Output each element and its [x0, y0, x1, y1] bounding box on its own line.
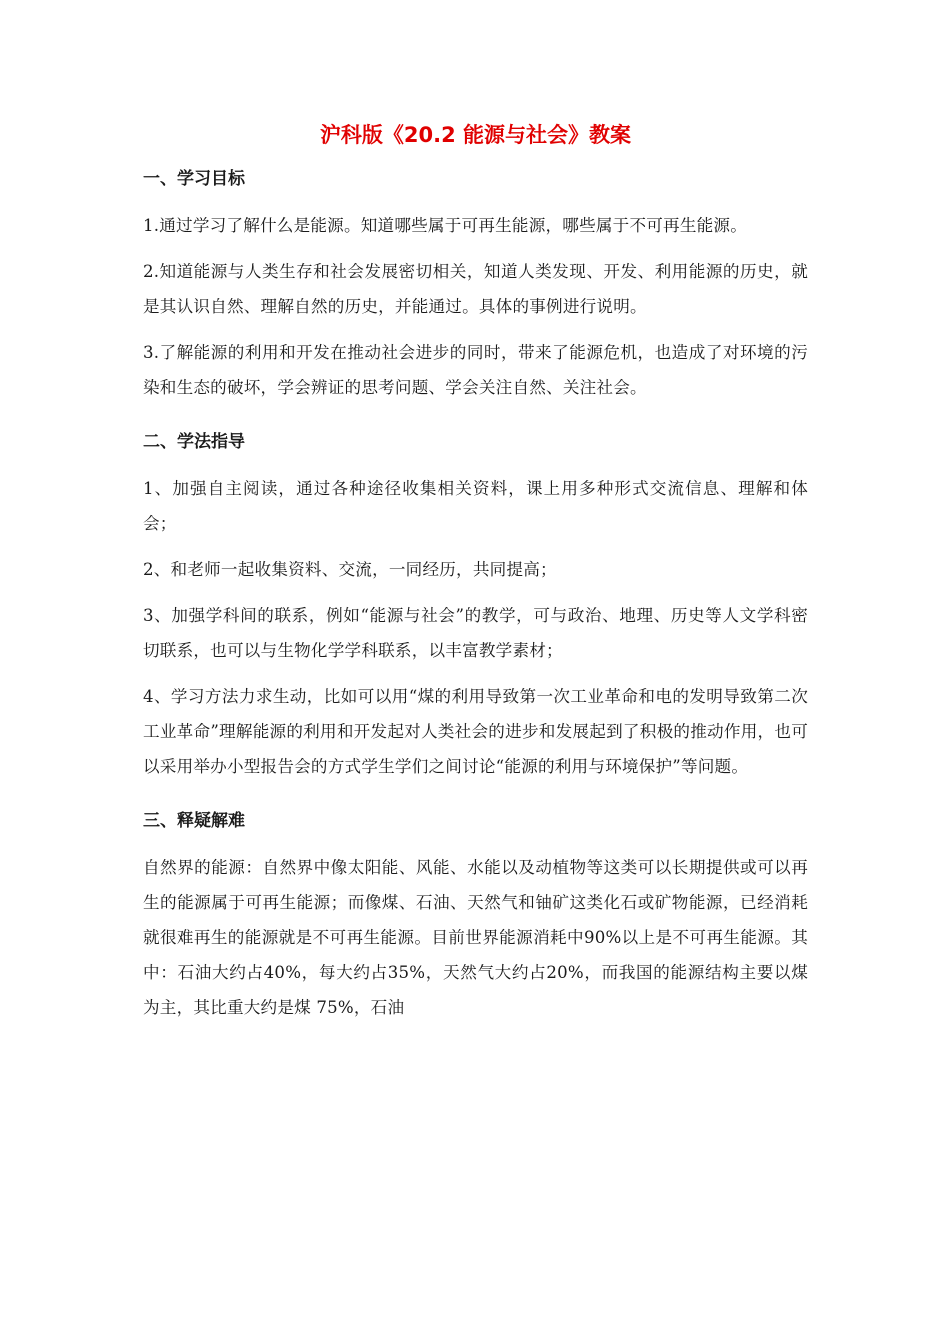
- paragraph: 4、学习方法力求生动，比如可以用“煤的利用导致第一次工业革命和电的发明导致第二次工业革命”理解能源的利用和开发起对人类社会的进步和发展起到了积极的推动作用，也可以采用举办小型报告会的方式学生学们之间讨论“能源的利用与环境保护”等问题。: [143, 687, 808, 776]
- section-learning-goals: [143, 166, 808, 405]
- document-page: [143, 118, 808, 1036]
- section-heading: 三、释疑解难: [143, 811, 245, 831]
- section-heading: 一、学习目标: [143, 169, 245, 189]
- paragraph: 1、加强自主阅读，通过各种途径收集相关资料，课上用多种形式交流信息、理解和体会；: [143, 479, 808, 533]
- paragraph: 3、加强学科间的联系，例如“能源与社会”的教学，可与政治、地理、历史等人文学科密切联系，也可以与生物化学学科联系，以丰富教学素材；: [143, 606, 808, 660]
- section-difficulties: [143, 808, 808, 1025]
- paragraph: 2.知道能源与人类生存和社会发展密切相关，知道人类发现、开发、利用能源的历史，就是其认识自然、理解自然的历史，并能通过。具体的事例进行说明。: [143, 262, 808, 316]
- paragraph: 1.通过学习了解什么是能源。知道哪些属于可再生能源，哪些属于不可再生能源。: [143, 216, 748, 235]
- section-study-methods: [143, 429, 808, 784]
- paragraph: 自然界的能源：自然界中像太阳能、风能、水能以及动植物等这类可以长期提供或可以再生的能源属于可再生能源；而像煤、石油、天然气和铀矿这类化石或矿物能源，已经消耗就很难再生的能源就是不可再生能源。目前世界能源消耗中90%以上是不可再生能源。其中：石油大约占40%，每大约占35%，天然气大约占20%，而我国的能源结构主要以煤为主，其比重大约是煤 75%，石油: [143, 858, 808, 1017]
- document-title: 沪科版《20.2 能源与社会》教案: [319, 123, 632, 147]
- section-heading: 二、学法指导: [143, 432, 245, 452]
- paragraph: 2、和老师一起收集资料、交流，一同经历，共同提高；: [143, 560, 557, 579]
- paragraph: 3.了解能源的利用和开发在推动社会进步的同时，带来了能源危机，也造成了对环境的污染和生态的破坏，学会辨证的思考问题、学会关注自然、关注社会。: [143, 343, 808, 397]
